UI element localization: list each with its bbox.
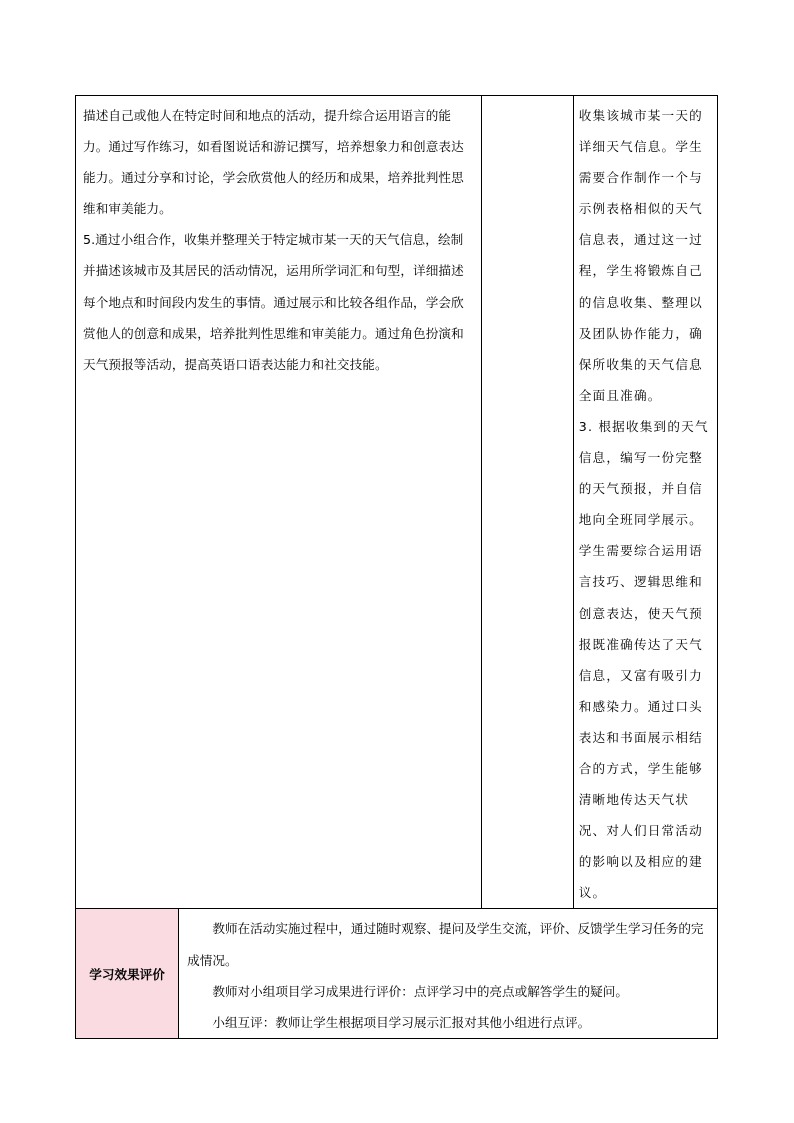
activity-paragraph: 3. 根据收集到的天气信息，编写一份完整的天气预报，并自信地向全班同学展示。学生需要综合运用语言技巧、逻辑思维和创意表达，使天气预报既准确传达了天气信息，又富有吸引力和感染力。通过口头表达和书面展示相结合的方式，学生能够清晰地传达天气状况、对人们日常活动的影响以及相应的建议。 [578,418,709,901]
activity-row [76,96,718,909]
activity-paragraph: 收集该城市某一天的详细天气信息。学生需要合作制作一个与示例表格相似的天气信息表，通过这一过程，学生将锻炼自己的信息收集、整理以及团队协作能力，确保所收集的天气信息全面且准确。 [578,108,703,403]
evaluation-paragraph: 教师对小组项目学习成果进行评价：点评学习中的亮点或解答学生的疑问。 [212,983,628,999]
evaluation-row [76,909,718,1038]
objective-paragraph: 5.通过小组合作，收集并整理关于特定城市某一天的天气信息，绘制并描述该城市及其居民的活动情况，运用所学词汇和句型，详细描述每个地点和时间段内发生的事情。通过展示和比较各组作品，学会欣赏他人的创意和成果，培养批判性思维和审美能力。通过角色扮演和天气预报等活动，提高英语口语表达能力和社交技能。 [83,232,464,372]
evaluation-content-cell [179,909,718,1038]
evaluation-label: 学习效果评价 [76,909,179,1038]
middle-empty-cell [481,96,573,909]
objectives-cell [76,96,482,909]
activity-cell [573,96,717,909]
evaluation-paragraph: 小组互评：教师让学生根据项目学习展示汇报对其他小组进行点评。 [212,1014,591,1030]
evaluation-paragraph: 教师在活动实施过程中，通过随时观察、提问及学生交流，评价、反馈学生学习任务的完成情况。 [187,921,704,968]
objective-paragraph: 描述自己或他人在特定时间和地点的活动，提升综合运用语言的能力。通过写作练习，如看图说话和游记撰写，培养想象力和创意表达能力。通过分享和讨论，学会欣赏他人的经历和成果，培养批判性思维和审美能力。 [83,108,464,217]
lesson-plan-table [75,95,718,1039]
